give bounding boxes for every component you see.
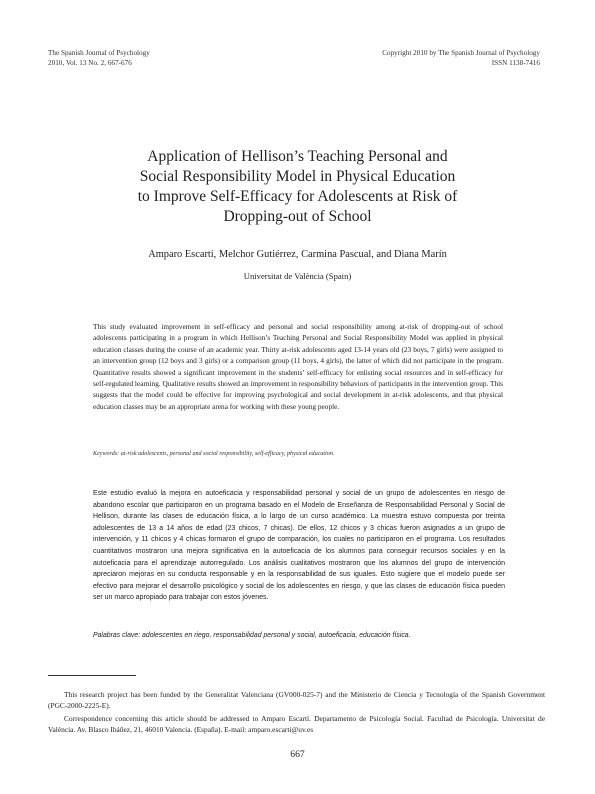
title-line: Dropping-out of School — [223, 208, 372, 225]
title-line: Social Responsibility Model in Physical Education — [139, 168, 456, 185]
page-number: 667 — [290, 749, 305, 760]
author-list: Amparo Escartí, Melchor Gutiérrez, Carmina Pascual, and Diana Marín — [148, 249, 447, 260]
running-header-copyright — [382, 48, 540, 68]
running-header-journal — [48, 48, 150, 68]
english-abstract: This study evaluated improvement in self-efficacy and personal and social responsibility among at-risk of dropping-out of school adolescents participating in a program in which Hellison’s Teaching Personal and Social Responsibility Model was applied in physical education classes during the course of an academic year. Thirty at-risk adolescents aged 13-14 years old (23 boys, 7 girls) were assigned to an intervention group (12 boys and 3 girls) or a comparison group (11 boys, 4 girls), the latter of which did not participate in the program. Quantitative results showed a significant improvement in the students’ self-efficacy for enlisting social resources and in self-efficacy for self-regulated learning. Qualitative results showed an improvement in responsibility behaviors of participants in the intervention group. This suggests that the model could be effective for improving psychological and social development in at-risk adolescents, and that physical education classes may be an appropriate arena for working with these young people. — [93, 322, 504, 411]
funding-footnote: This research project has been funded by the Generalitat Valenciana (GV000-025-7) and the Ministerio de Ciencia y Tecnología of the Spanish Government (PGC-2000-2225-E). — [48, 690, 545, 710]
palabras-clave: Palabras clave: adolescentes en riego, responsabilidad personal y social, autoeficacia, educación física. — [93, 632, 411, 639]
title-line: Application of Hellison’s Teaching Personal and — [147, 148, 448, 165]
journal-volume: 2010, Vol. 13 No. 2, 667-676 — [48, 59, 132, 67]
affiliation: Universitat de València (Spain) — [243, 271, 352, 281]
journal-name: The Spanish Journal of Psychology — [48, 49, 150, 57]
copyright-notice: Copyright 2010 by The Spanish Journal of Psychology — [382, 49, 540, 57]
title-line: to Improve Self-Efficacy for Adolescents at Risk of — [137, 188, 458, 205]
footnote-divider — [48, 675, 136, 676]
issn: ISSN 1138-7416 — [491, 59, 540, 67]
correspondence-footnote: Correspondence concerning this article should be addressed to Amparo Escartí. Departamento de Psicología Social. Facultad de Psicología. Universitat de València. Av. Blasco Ibáñez, 21, 46010 Valencia. (España). E-mail: amparo.escarti@uv.es — [48, 714, 545, 734]
spanish-abstract: Este estudio evaluó la mejora en autoeficacia y responsabilidad personal y social de un grupo de adolescentes en riesgo de abandono escolar que participaron en un programa basado en el Modelo de Enseñanza de Responsabilidad Personal y Social de Hellison, durante las clases de educación física, a lo largo de un curso académico. La muestra estuvo compuesta por treinta adolescentes de 13 a 14 años de edad (23 chicos, 7 chicas). De ellos, 12 chicos y 3 chicas fueron asignados a un grupo de intervención, y 11 chicos y 4 chicas formaron el grupo de comparación, los cuales no participaron en el programa. Los resultados cuantitativos mostraron una mejora significativa en la autoeficacia de los alumnos para conseguir recursos sociales y en la autoeficacia para el aprendizaje autorregulado. Los análisis cualitativos mostraron que los alumnos del grupo de intervención apreciaron mejoras en su conducta responsable y en la responsabilidad de sus iguales. Esto sugiere que el modelo puede ser efectivo para mejorar el desarrollo psicológico y social de los adolescentes en riesgo, y que las clases de educación física pueden ser un marco apropiado para trabajar con estos jóvenes. — [93, 490, 505, 602]
article-title — [60, 147, 535, 227]
keywords: Keywords: at-risk adolescents, personal and social responsibility, self-efficacy, physical education. — [93, 451, 335, 457]
